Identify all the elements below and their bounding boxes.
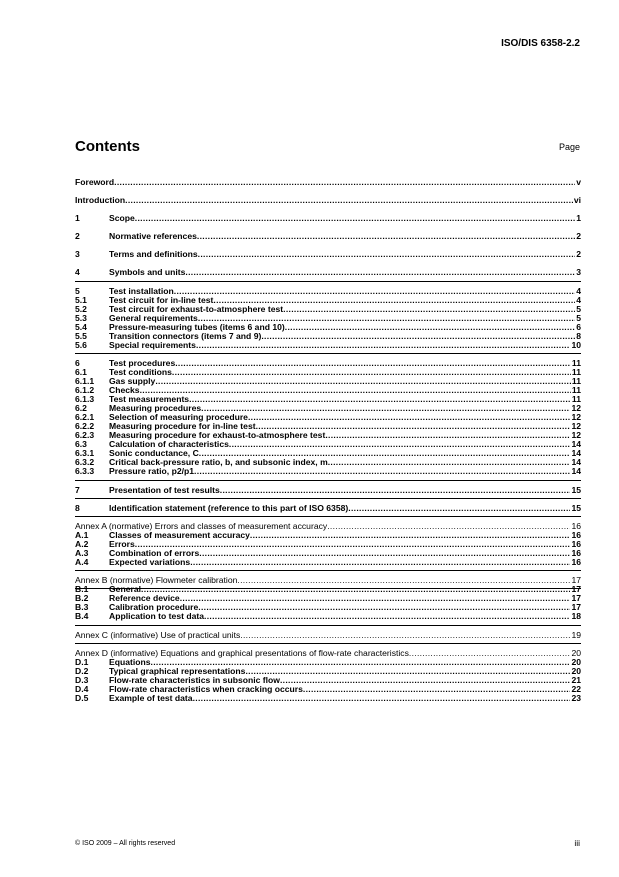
toc-entry-number: 5.3: [75, 313, 87, 323]
toc-entry-page: 16: [571, 548, 581, 558]
toc-entry-page: 3: [576, 267, 581, 277]
toc-entry-title: Equations: [109, 657, 151, 667]
toc-entry-title: Scope: [109, 213, 135, 223]
toc-entry-title: Gas supply: [109, 376, 156, 386]
toc-entry-number: 6.2.3: [75, 430, 95, 440]
toc-entry-number: D.2: [75, 666, 89, 676]
toc-entry-title: Annex A (normative) Errors and classes of measurement accuracy: [75, 521, 328, 531]
toc-entry-title: Reference device: [109, 593, 180, 603]
toc-entry-page: 17: [571, 584, 581, 594]
toc-entry-page: 12: [571, 403, 581, 413]
toc-leader-dots: [194, 466, 570, 476]
toc-entry-title: Test conditions: [109, 367, 172, 377]
toc-entry[interactable]: [75, 693, 581, 703]
toc-entry-page: 6: [576, 322, 581, 332]
toc-entry-number: 6.1.2: [75, 385, 95, 395]
toc-entry-page: 22: [571, 684, 581, 694]
toc-entry-number: 6.1.3: [75, 394, 95, 404]
toc-entry-number: 5.4: [75, 322, 87, 332]
toc-entry-number: 8: [75, 503, 80, 513]
toc-entry-title: Expected variations: [109, 557, 191, 567]
toc-leader-dots: [196, 340, 571, 350]
toc-separator: [75, 570, 581, 571]
toc-entry-page: 20: [571, 648, 581, 658]
toc-leader-dots: [204, 611, 570, 621]
toc-leader-dots: [348, 503, 570, 513]
toc-entry-number: 6.3.1: [75, 448, 95, 458]
toc-leader-dots: [240, 630, 570, 640]
toc-entry-number: A.1: [75, 530, 89, 540]
toc-leader-dots: [193, 693, 571, 703]
toc-entry-page: 12: [571, 430, 581, 440]
toc-entry-title: Errors: [109, 539, 135, 549]
toc-entry-number: 6.2.1: [75, 412, 95, 422]
toc-entry-page: 21: [571, 675, 581, 685]
toc-entry-title: Normative references: [109, 231, 197, 241]
toc-entry-page: 16: [571, 557, 581, 567]
toc-entry-title: Application to test data: [109, 611, 205, 621]
toc-leader-dots: [190, 557, 570, 567]
toc-entry-number: 2: [75, 231, 80, 241]
toc-entry-page: 11: [571, 385, 581, 395]
toc-entry-page: vi: [573, 195, 581, 205]
toc-entry-title: Test circuit for exhaust-to-atmosphere test: [109, 304, 284, 314]
toc-entry-number: A.3: [75, 548, 89, 558]
toc-entry-page: 19: [571, 630, 581, 640]
toc-entry-title: Terms and definitions: [109, 249, 198, 259]
toc-entry-title: Critical back-pressure ratio, b, and subsonic index, m: [109, 457, 328, 467]
toc-entry[interactable]: [75, 249, 581, 259]
toc-entry-page: v: [576, 177, 581, 187]
toc-entry-page: 20: [571, 657, 581, 667]
toc-entry-page: 5: [576, 304, 581, 314]
toc-entry-title: Test circuit for in-line test: [109, 295, 214, 305]
toc-entry-title: Annex D (informative) Equations and graphical presentations of flow-rate characteristics: [75, 648, 409, 658]
toc-entry-page: 16: [571, 521, 581, 531]
toc-entry-page: 11: [571, 394, 581, 404]
page-column-label: Page: [558, 142, 580, 152]
toc-entry[interactable]: [75, 177, 581, 187]
toc-entry-title: Selection of measuring procedure: [109, 412, 248, 422]
toc-entry[interactable]: [75, 630, 581, 640]
toc-entry-title: Pressure-measuring tubes (items 6 and 10): [109, 322, 285, 332]
toc-entry-title: Calibration procedure: [109, 602, 199, 612]
toc-entry-title: Pressure ratio, p2/p1: [109, 466, 195, 476]
toc-entry-number: B.3: [75, 602, 89, 612]
toc-entry-title: Annex C (informative) Use of practical units: [75, 630, 241, 640]
toc-entry-number: 1: [75, 213, 80, 223]
toc-entry-number: 6: [75, 358, 80, 368]
toc-entry-number: D.5: [75, 693, 89, 703]
toc-entry[interactable]: [75, 466, 581, 476]
toc-leader-dots: [220, 485, 571, 495]
toc-entry-page: 17: [571, 575, 581, 585]
toc-entry-number: 3: [75, 249, 80, 259]
toc-entry-number: B.4: [75, 611, 89, 621]
toc-entry-number: A.4: [75, 557, 89, 567]
toc-entry-number: 5.5: [75, 331, 87, 341]
toc-entry-title: Sonic conductance, C: [109, 448, 199, 458]
toc-leader-dots: [185, 267, 575, 277]
toc-entry[interactable]: [75, 231, 581, 241]
toc-entry-page: 14: [571, 466, 581, 476]
toc-entry-number: 5.6: [75, 340, 87, 350]
toc-entry-number: 5: [75, 286, 80, 296]
footer-copyright: © ISO 2009 – All rights reserved: [75, 840, 176, 847]
toc-entry-page: 20: [571, 666, 581, 676]
toc-entry-number: 6.3.2: [75, 457, 95, 467]
toc-entry-title: Transition connectors (items 7 and 9): [109, 331, 262, 341]
toc-entry-page: 1: [576, 213, 581, 223]
toc-entry-number: 6.3: [75, 439, 87, 449]
toc-entry-title: Calculation of characteristics: [109, 439, 229, 449]
toc-entry-page: 17: [571, 602, 581, 612]
toc-entry-page: 8: [576, 331, 581, 341]
toc-entry-title: Flow-rate characteristics in subsonic flow: [109, 675, 280, 685]
toc-leader-dots: [198, 249, 576, 259]
toc-entry-page: 12: [571, 421, 581, 431]
toc-entry-page: 17: [571, 593, 581, 603]
toc-entry[interactable]: [75, 267, 581, 277]
toc-entry-title: Test measurements: [109, 394, 190, 404]
toc-leader-dots: [125, 195, 573, 205]
toc-entry[interactable]: [75, 503, 581, 513]
toc-entry-title: Combination of errors: [109, 548, 200, 558]
toc-entry-page: 11: [571, 376, 581, 386]
toc-entry-number: 7: [75, 485, 80, 495]
toc-entry-page: 11: [571, 367, 581, 377]
toc-leader-dots: [114, 177, 575, 187]
toc-entry-title: Presentation of test results: [109, 485, 220, 495]
toc-entry-page: 2: [576, 249, 581, 259]
toc-entry-title: Special requirements: [109, 340, 196, 350]
toc-entry-title: Measuring procedures: [109, 403, 202, 413]
toc-entry-title: Test procedures: [109, 358, 176, 368]
toc-entry-page: 15: [571, 503, 581, 513]
toc-entry-page: 23: [571, 693, 581, 703]
toc-entry-title: Annex B (normative) Flowmeter calibration: [75, 575, 238, 585]
toc-entry-number: 6.2.2: [75, 421, 95, 431]
toc-entry-number: 6.1.1: [75, 376, 95, 386]
toc-entry[interactable]: [75, 557, 581, 567]
toc-entry-title: Checks: [109, 385, 140, 395]
toc-entry-page: 12: [571, 412, 581, 422]
toc-entry-number: 6.2: [75, 403, 87, 413]
toc-entry-title: General requirements: [109, 313, 198, 323]
toc-entry-title: General: [109, 584, 142, 594]
footer-page-number: iii: [574, 838, 580, 848]
toc-entry-number: 6.3.3: [75, 466, 95, 476]
toc-entry[interactable]: [75, 195, 581, 205]
toc-separator: [75, 353, 581, 354]
toc-entry-number: 5.2: [75, 304, 87, 314]
toc-entry-number: D.1: [75, 657, 89, 667]
toc-entry-page: 5: [576, 313, 581, 323]
toc-entry-number: B.2: [75, 593, 89, 603]
toc-entry-page: 4: [576, 295, 581, 305]
toc-entry-page: 2: [576, 231, 581, 241]
toc-leader-dots: [135, 213, 575, 223]
toc-leader-dots: [197, 231, 575, 241]
toc-entry-number: D.3: [75, 675, 89, 685]
toc-entry-number: D.4: [75, 684, 89, 694]
toc-entry-title: Foreword: [75, 177, 115, 187]
page-title: Contents: [75, 138, 140, 155]
toc-entry-title: Classes of measurement accuracy: [109, 530, 250, 540]
toc-separator: [75, 625, 581, 626]
toc-entry-page: 16: [571, 539, 581, 549]
document-id: ISO/DIS 6358-2.2: [501, 38, 580, 49]
toc-entry-title: Flow-rate characteristics when cracking occurs: [109, 684, 303, 694]
toc-entry-number: A.2: [75, 539, 89, 549]
toc-entry[interactable]: [75, 340, 581, 350]
toc-entry-page: 14: [571, 439, 581, 449]
toc-entry-number: B.1: [75, 584, 89, 594]
toc-entry-title: Typical graphical representations: [109, 666, 246, 676]
toc-entry-title: Example of test data: [109, 693, 193, 703]
toc-separator: [75, 498, 581, 499]
toc-entry-number: 5.1: [75, 295, 87, 305]
toc-separator: [75, 643, 581, 644]
toc-separator: [75, 588, 581, 589]
toc-entry-page: 4: [576, 286, 581, 296]
toc-separator: [75, 516, 581, 517]
toc-entry-title: Identification statement (reference to this part of ISO 6358): [109, 503, 349, 513]
toc-separator: [75, 480, 581, 481]
toc-entry[interactable]: [75, 485, 581, 495]
toc-entry[interactable]: [75, 213, 581, 223]
toc-entry-page: 16: [571, 530, 581, 540]
toc-entry[interactable]: [75, 611, 581, 621]
toc-entry-number: 6.1: [75, 367, 87, 377]
toc-separator: [75, 281, 581, 282]
toc-entry-title: Measuring procedure for exhaust-to-atmosphere test: [109, 430, 326, 440]
toc-entry-page: 14: [571, 448, 581, 458]
toc-entry-page: 15: [571, 485, 581, 495]
toc-entry-number: 4: [75, 267, 80, 277]
toc-entry-title: Measuring procedure for in-line test: [109, 421, 256, 431]
toc-entry-page: 18: [571, 611, 581, 621]
toc-entry-title: Introduction: [75, 195, 126, 205]
toc-entry-title: Test installation: [109, 286, 174, 296]
toc-entry-page: 14: [571, 457, 581, 467]
toc-entry-title: Symbols and units: [109, 267, 186, 277]
toc-entry-page: 10: [571, 340, 581, 350]
toc-entry-page: 11: [571, 358, 581, 368]
